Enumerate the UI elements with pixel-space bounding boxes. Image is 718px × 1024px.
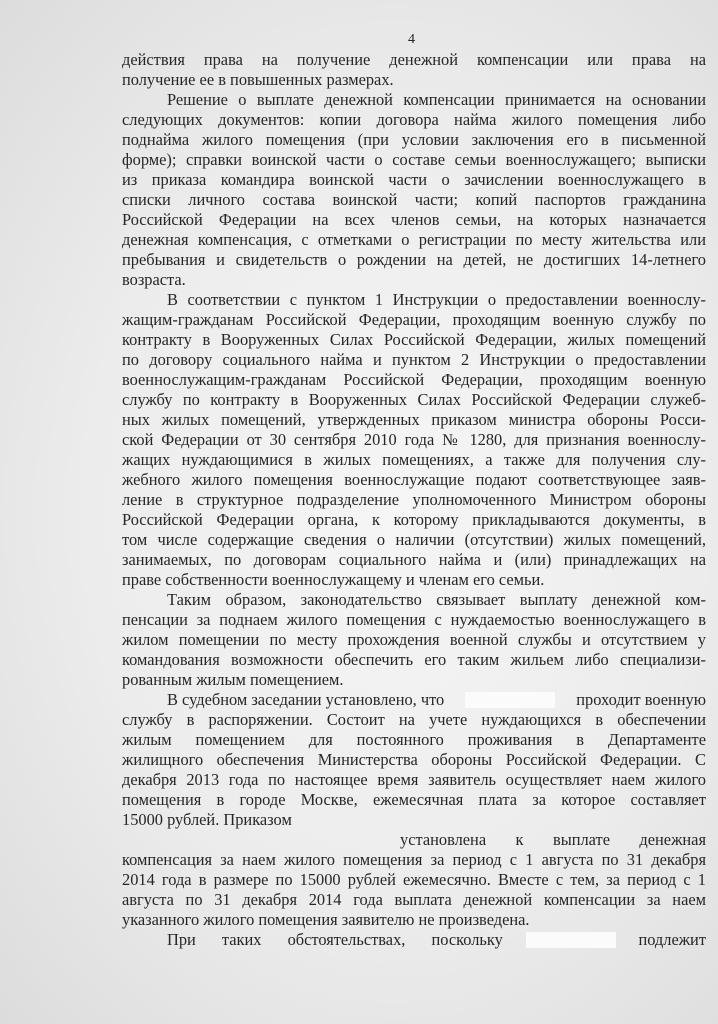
text-line: помещения в городе Москве, ежемесячная плата за которое составляет [122, 790, 706, 809]
text-line: августа по 31 декабря 2014 года выплата денежной компенсации за наем [122, 890, 706, 909]
text-line: денежная компенсация, с отметками о регистрации по месту жительства или [122, 230, 706, 249]
text-line-redacted [122, 690, 706, 710]
text-line: Таким образом, законодательство связывает выплату денежной ком- [167, 590, 706, 609]
text-line: следующих документов: копии договора найма жилого помещения либо [122, 110, 706, 129]
text-line: Российской Федерации на всех членов семьи, на которых назначается [122, 210, 706, 229]
text-line: 15000 рублей. Приказом [122, 810, 292, 829]
text-line: декабря 2013 года по настоящее время заявитель осуществляет наем жилого [122, 770, 706, 789]
text-segment: При таких обстоятельствах, поскольку [167, 930, 503, 949]
text-segment: установлена к выплате денежная [400, 830, 706, 849]
redaction [526, 932, 616, 948]
text-line-redacted [400, 830, 706, 850]
text-line: рованным жилым помещением. [122, 670, 344, 689]
text-line: поднайма жилого помещения (при условии заключения его в письменной [122, 130, 706, 149]
text-line: Российской Федерации органа, к которому прикладываются документы, в [122, 510, 706, 529]
text-line: военнослужащим-гражданам Российской Федерации, проходящим военную [122, 370, 706, 389]
text-line: Решение о выплате денежной компенсации принимается на основании [167, 90, 706, 109]
text-line: указанного жилого помещения заявителю не произведена. [122, 910, 530, 929]
text-line: ской Федерации от 30 сентября 2010 года № 1280, для признания военнослу- [122, 430, 706, 449]
page-number: 4 [408, 32, 415, 47]
text-line: службу по контракту в Вооруженных Силах Российской Федерации служеб- [122, 390, 706, 409]
text-line: том числе содержащие сведения о наличии (отсутствии) жилых помещений, [122, 530, 706, 549]
text-line: жащим-гражданам Российской Федерации, проходящим военную службу по [122, 310, 706, 329]
text-line: жилищного обеспечения Министерства обороны Российской Федерации. С [122, 750, 706, 769]
text-line: жебного жилого помещения военнослужащие подают соответствующее заяв- [122, 470, 706, 489]
text-segment: проходит военную [576, 690, 706, 709]
text-line: В соответствии с пунктом 1 Инструкции о предоставлении военнослу- [167, 290, 706, 309]
text-line: службу в распоряжении. Состоит на учете нуждающихся в обеспечении [122, 710, 706, 729]
text-line: ление в структурное подразделение уполномоченного Министром обороны [122, 490, 706, 509]
text-line: праве собственности военнослужащему и членам его семьи. [122, 570, 545, 589]
text-line: действия права на получение денежной компенсации или права на [122, 50, 706, 69]
text-line: контракту в Вооруженных Силах Российской Федерации, жилых помещений [122, 330, 706, 349]
text-segment: В судебном заседании установлено, что [167, 690, 445, 709]
text-line: по договору социального найма и пунктом 2 Инструкции о предоставлении [122, 350, 706, 369]
text-segment: подлежит [638, 930, 706, 949]
text-line-redacted [122, 930, 706, 950]
text-line: жилом помещении по месту прохождения военной службы и отсутствием у [122, 630, 706, 649]
text-line: пребывания и свидетельств о рождении на детей, не достигших 14-летнего [122, 250, 706, 269]
text-line: 2014 года в размере по 15000 рублей ежемесячно. Вместе с тем, за период с 1 [122, 870, 706, 889]
text-line: командования возможности обеспечить его таким жильем либо специализи- [122, 650, 706, 669]
text-line: жилым помещением для постоянного проживания в Департаменте [122, 730, 706, 749]
redaction [465, 692, 555, 708]
text-line: жащих нуждающимися в жилых помещениях, а также для получения слу- [122, 450, 706, 469]
text-line: пенсации за поднаем жилого помещения с нуждаемостью военнослужащего в [122, 610, 706, 629]
text-line: получение ее в повышенных размерах. [122, 70, 394, 89]
text-line: занимаемых, по договорам социального найма и (или) принадлежащих на [122, 550, 706, 569]
text-line: форме); справки воинской части о составе семьи военнослужащего; выписки [122, 150, 706, 169]
text-line: списки личного состава воинской части; копий паспортов гражданина [122, 190, 706, 209]
text-line: компенсация за наем жилого помещения за период с 1 августа по 31 декабря [122, 850, 706, 869]
text-line: ных жилых помещений, утвержденных приказом министра обороны Росси- [122, 410, 706, 429]
text-line: возраста. [122, 270, 186, 289]
text-line: из приказа командира воинской части о зачислении военнослужащего в [122, 170, 706, 189]
